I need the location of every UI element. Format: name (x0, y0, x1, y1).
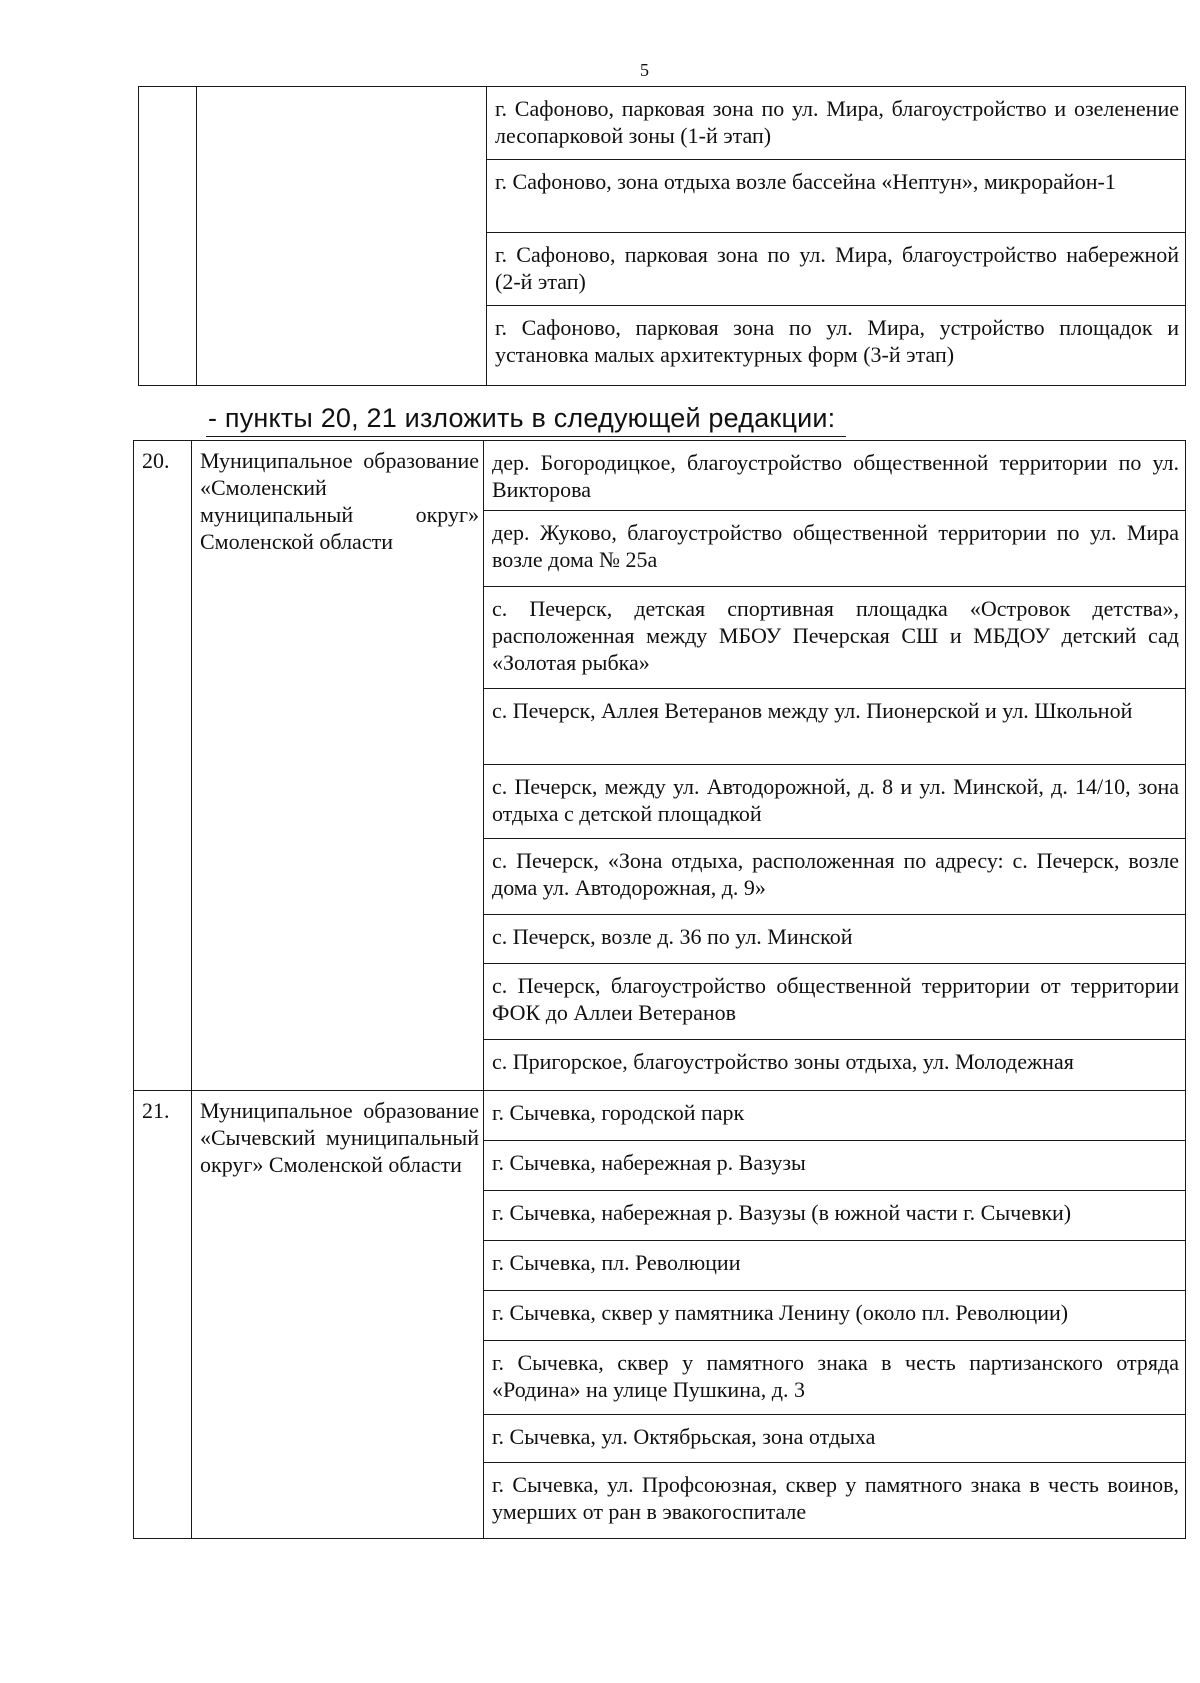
amendment-instruction: - пункты 20, 21 изложить в следующей редакции: (208, 403, 836, 433)
amendment-underline (206, 436, 846, 437)
object-cell: г. Сафоново, зона отдыха возле бассейна «Нептун», микрорайон-1 (487, 160, 1186, 233)
object-cell: г. Сафоново, парковая зона по ул. Мира, благоустройство набережной (2-й этап) (487, 233, 1186, 306)
object-cell: дер. Богородицкое, благоустройство общественной территории по ул. Викторова (484, 441, 1186, 511)
object-cell: с. Печерск, между ул. Автодорожной, д. 8 и ул. Минской, д. 14/10, зона отдыха с детской площадкой (484, 765, 1186, 839)
municipality-name: Муниципальное образование «Смоленский муниципальный округ» Смоленской области (192, 441, 484, 1091)
page-number: 5 (640, 60, 649, 80)
object-cell: дер. Жуково, благоустройство общественной территории по ул. Мира возле дома № 25а (484, 511, 1186, 587)
entry-number: 21. (134, 1091, 192, 1539)
municipal-table (133, 440, 1186, 1539)
name-cell (197, 87, 487, 386)
object-cell: г. Сафоново, парковая зона по ул. Мира, благоустройство и озеленение лесопарковой зоны (1-й этап) (487, 87, 1186, 160)
object-cell: г. Сычевка, сквер у памятника Ленину (около пл. Революции) (484, 1291, 1186, 1341)
object-cell: г. Сычевка, набережная р. Вазузы (в южной части г. Сычевки) (484, 1191, 1186, 1241)
object-cell: с. Пригорское, благоустройство зоны отдыха, ул. Молодежная (484, 1040, 1186, 1091)
object-cell: г. Сычевка, ул. Профсоюзная, сквер у памятного знака в честь воинов, умерших от ран в эвакогоспитале (484, 1463, 1186, 1539)
object-cell: г. Сычевка, ул. Октябрьская, зона отдыха (484, 1415, 1186, 1463)
object-cell: с. Печерск, «Зона отдыха, расположенная по адресу: с. Печерск, возле дома ул. Автодорожная, д. 9» (484, 839, 1186, 915)
municipality-name: Муниципальное образование «Сычевский муниципальный округ» Смоленской области (192, 1091, 484, 1539)
object-cell: с. Печерск, возле д. 36 по ул. Минской (484, 915, 1186, 964)
object-cell: г. Сафоново, парковая зона по ул. Мира, устройство площадок и установка малых архитектурных форм (3-й этап) (487, 306, 1186, 386)
object-cell: с. Печерск, Аллея Ветеранов между ул. Пионерской и ул. Школьной (484, 689, 1186, 765)
object-cell: г. Сычевка, сквер у памятного знака в честь партизанского отряда «Родина» на улице Пушкина, д. 3 (484, 1341, 1186, 1415)
entry-number: 20. (134, 441, 192, 1091)
continuation-table (138, 86, 1186, 386)
object-cell: с. Печерск, детская спортивная площадка «Островок детства», расположенная между МБОУ Печерская СШ и МБДОУ детский сад «Золотая рыбка» (484, 587, 1186, 689)
object-cell: г. Сычевка, набережная р. Вазузы (484, 1141, 1186, 1191)
object-cell: г. Сычевка, городской парк (484, 1091, 1186, 1141)
object-cell: г. Сычевка, пл. Революции (484, 1241, 1186, 1291)
num-cell (139, 87, 197, 386)
object-cell: с. Печерск, благоустройство общественной территории от территории ФОК до Аллеи Ветеранов (484, 964, 1186, 1040)
